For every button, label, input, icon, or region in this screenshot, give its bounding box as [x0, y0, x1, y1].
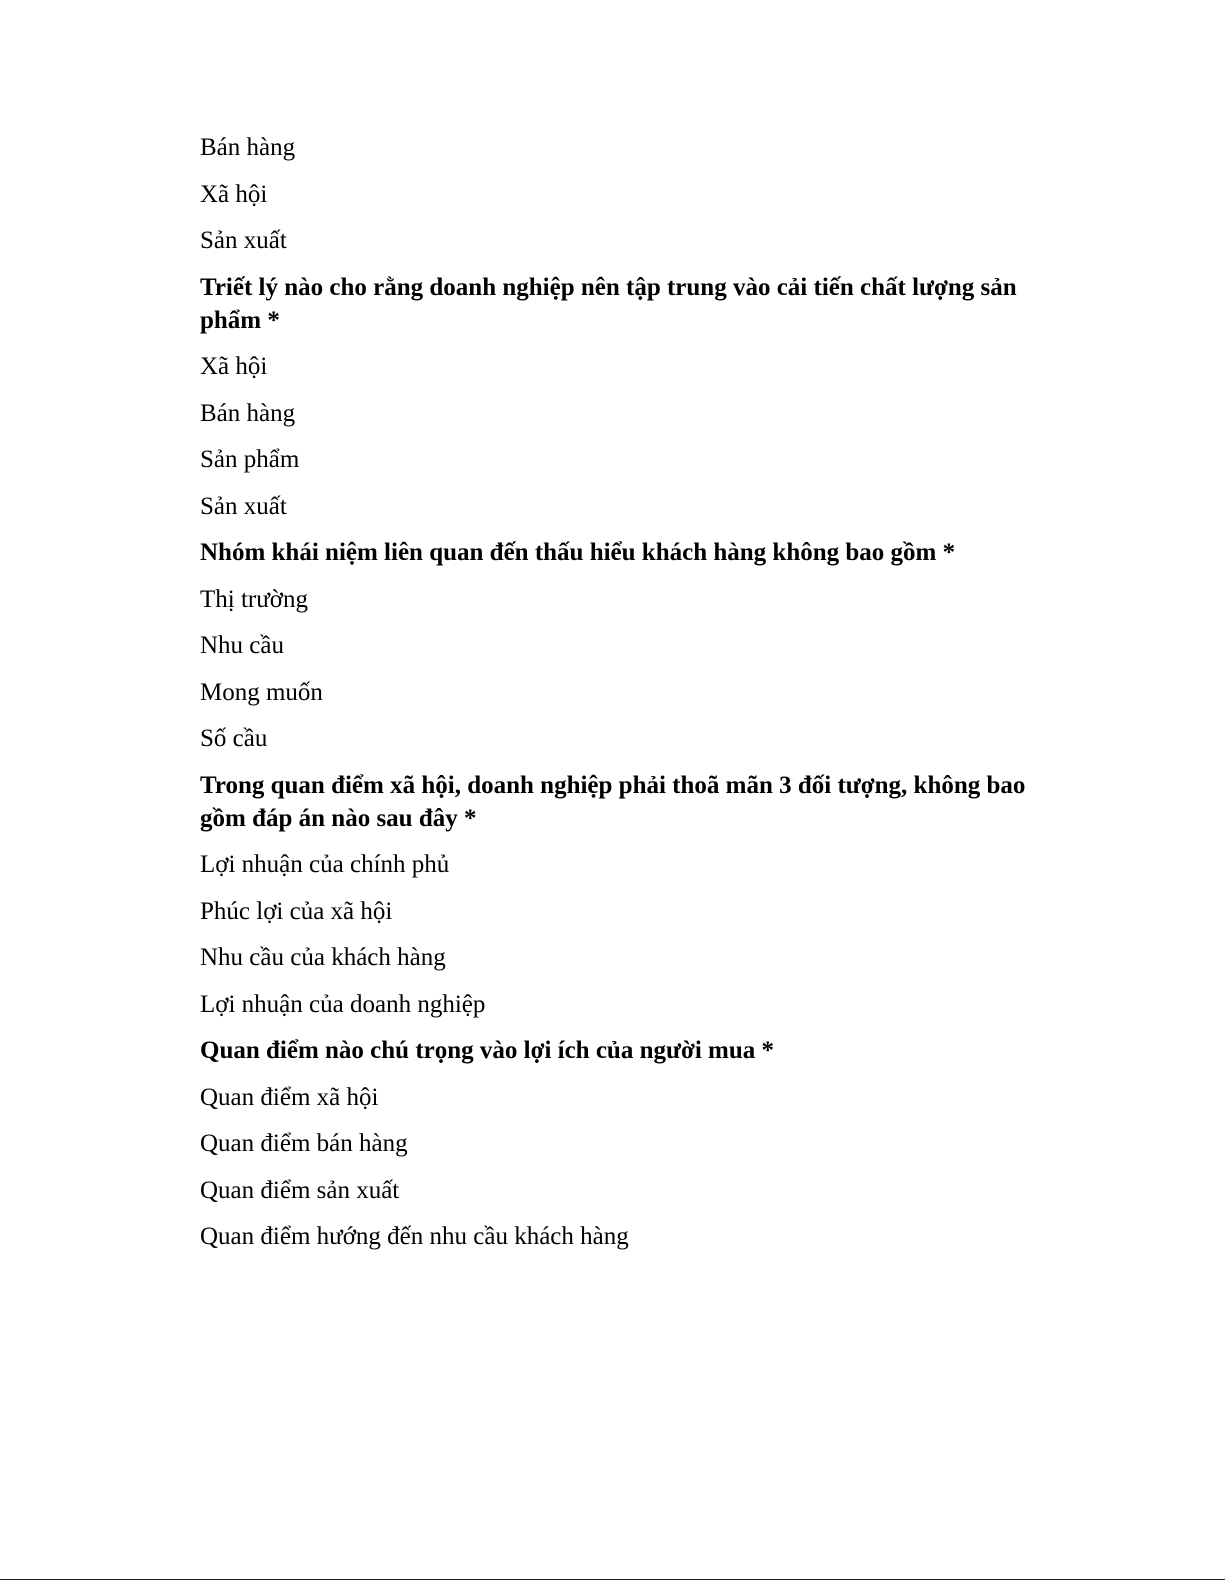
question-text: Triết lý nào cho rằng doanh nghiệp nên tập trung vào cải tiến chất lượng sản phẩm *: [200, 273, 1017, 334]
document-page: [200, 131, 1030, 1267]
option-text: Sản xuất: [200, 227, 287, 254]
page-bottom-divider: [0, 1579, 1225, 1580]
question-block-2: [200, 536, 1030, 755]
leading-options: [200, 131, 1030, 257]
option-text: Sản phẩm: [200, 446, 300, 473]
option-text: Nhu cầu: [200, 632, 284, 659]
question-text: Trong quan điểm xã hội, doanh nghiệp phải thoã mãn 3 đối tượng, không bao gồm đáp án nào sau đây *: [200, 771, 1026, 832]
question-block-1: [200, 271, 1030, 523]
option-text: Mong muốn: [200, 678, 323, 706]
question-text: Quan điểm nào chú trọng vào lợi ích của người mua *: [200, 1037, 775, 1064]
option-text: Lợi nhuận của doanh nghiệp: [200, 990, 486, 1018]
question-block-3: [200, 769, 1030, 1021]
option-text: Xã hội: [200, 353, 268, 380]
question-text: Nhóm khái niệm liên quan đến thấu hiểu khách hàng không bao gồm *: [200, 539, 956, 566]
option-text: Xã hội: [200, 180, 268, 208]
option-text: Sản xuất: [200, 492, 287, 520]
option-text: Bán hàng: [200, 134, 296, 161]
option-text: Quan điểm hướng đến nhu cầu khách hàng: [200, 1223, 629, 1250]
option-text: Số cầu: [200, 725, 268, 752]
option-text: Quan điểm xã hội: [200, 1083, 379, 1111]
question-block-4: [200, 1034, 1030, 1253]
option-text: Lợi nhuận của chính phủ: [200, 851, 450, 878]
option-text: Thị trường: [200, 585, 309, 613]
option-text: Quan điểm bán hàng: [200, 1130, 408, 1157]
option-text: Quan điểm sản xuất: [200, 1176, 400, 1204]
option-text: Nhu cầu của khách hàng: [200, 944, 446, 971]
option-text: Bán hàng: [200, 399, 296, 427]
option-text: Phúc lợi của xã hội: [200, 897, 393, 925]
